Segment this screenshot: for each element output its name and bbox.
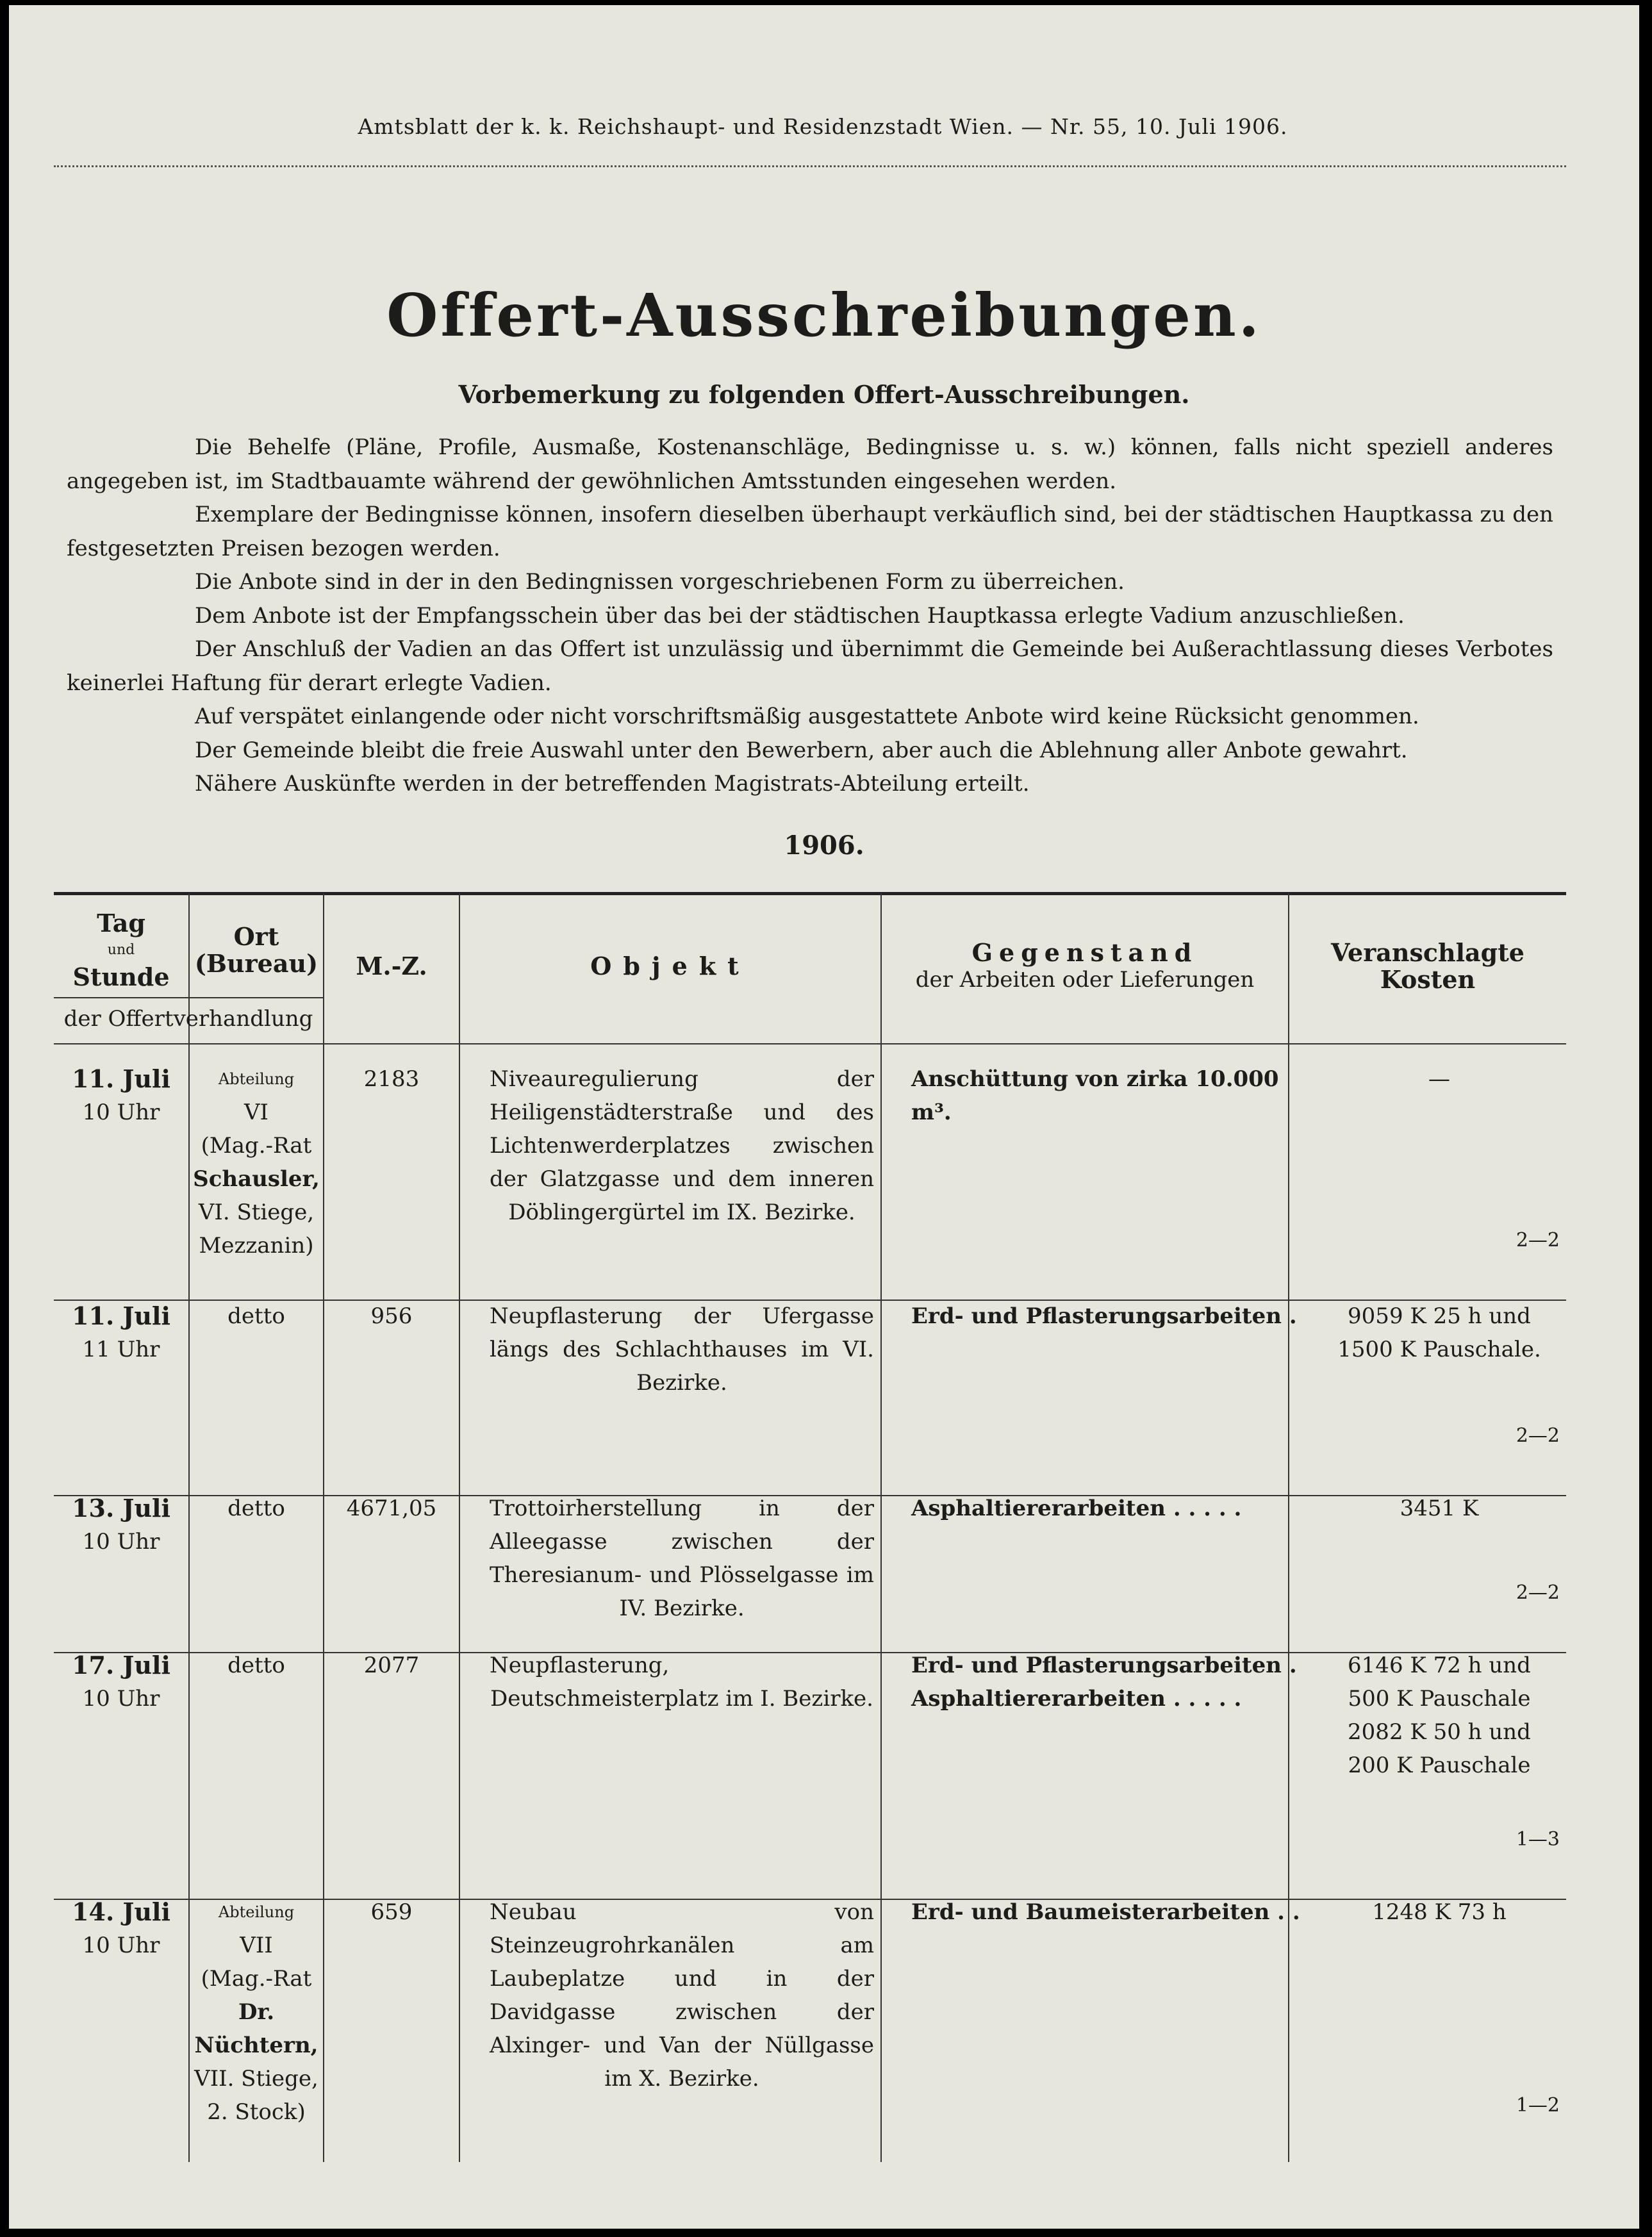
header-tag-stunde xyxy=(54,902,188,998)
page-title: Offert-Ausschreibungen. xyxy=(386,281,1262,350)
intro-paragraph: Der Anschluß der Vadien an das Offert ist unzulässig und übernimmt die Gemeinde bei Außerachtlassung dieses Verbotes keinerlei Haftung für derart erlegte Vadien. xyxy=(67,636,1553,696)
header-und: und xyxy=(107,942,135,958)
cell-subject-line: Erd- und Pflasterungsarbeiten . xyxy=(911,1653,1297,1678)
cell-date-time xyxy=(54,1649,188,1715)
cell-date-time xyxy=(54,1062,188,1129)
table-row xyxy=(54,1649,1566,1892)
table-row xyxy=(54,1492,1566,1646)
cell-cost xyxy=(1312,1062,1566,1096)
cell-day: 14. Juli xyxy=(72,1897,170,1926)
cell-object: Neupflasterung der Ufergasse längs des Schlachthauses im VI. Bezirke. xyxy=(490,1303,874,1396)
cell-location xyxy=(190,1492,323,1525)
header-ort xyxy=(190,902,323,998)
cell-object: Niveauregulierung der Heiligenstädterstraße und des Lichtenwerderplatzes zwischen der Glatzgasse und dem inneren Döblingergürtel im IX. Bezirke. xyxy=(490,1066,874,1225)
cell-day: 17. Juli xyxy=(72,1651,170,1680)
row-separator xyxy=(54,1899,1566,1900)
header-stunde: Stunde xyxy=(72,962,170,991)
header-objekt-label: Objekt xyxy=(590,952,750,980)
cell-reference: 2—2 xyxy=(1516,1581,1560,1604)
cell-hour: 10 Uhr xyxy=(82,1100,160,1125)
cell-cost-line: 500 K Pauschale xyxy=(1348,1686,1531,1712)
header-kosten-2: Kosten xyxy=(1380,965,1476,994)
cell-subject xyxy=(911,1062,1309,1129)
intro-paragraph: Nähere Auskünfte werden in der betreffenden Magistrats-Abteilung erteilt. xyxy=(195,771,1030,797)
intro-paragraph: Die Anbote sind in der in den Bedingnissen vorgeschriebenen Form zu überreichen. xyxy=(195,569,1125,595)
cell-location xyxy=(190,1895,323,2129)
year-heading: 1906. xyxy=(784,830,864,861)
table-row xyxy=(54,1895,1566,2158)
cell-mz: 2183 xyxy=(363,1066,420,1092)
cell-mz: 4671,05 xyxy=(346,1496,437,1521)
tender-table xyxy=(54,883,1566,2165)
cell-mz: 956 xyxy=(370,1303,413,1329)
header-objekt xyxy=(460,902,880,1030)
cell-location xyxy=(190,1300,323,1333)
cell-location-line: (Mag.-Rat xyxy=(201,1966,312,1992)
intro-text xyxy=(67,431,1553,801)
header-rule xyxy=(54,165,1566,167)
cell-location-line: detto xyxy=(227,1303,285,1329)
running-header: Amtsblatt der k. k. Reichshaupt- und Residenzstadt Wien. — Nr. 55, 10. Juli 1906. xyxy=(358,114,1288,139)
cell-location-line: detto xyxy=(227,1496,285,1521)
cell-subject-line: Asphaltiererarbeiten . . . . . xyxy=(911,1686,1242,1712)
header-offertverhandlung: der Offertverhandlung xyxy=(63,1006,313,1032)
cell-reference: 1—3 xyxy=(1516,1828,1560,1851)
intro-paragraph: Die Behelfe (Pläne, Profile, Ausmaße, Kostenanschläge, Bedingnisse u. s. w.) können, falls nicht speziell anderes angegeben ist, im Stadtbauamte während der gewöhnlichen Amtsstunden eingesehen werden. xyxy=(67,434,1553,494)
cell-date-time xyxy=(54,1492,188,1558)
cell-reference: 1—2 xyxy=(1516,2094,1560,2117)
cell-day: 11. Juli xyxy=(72,1064,170,1093)
header-bureau-label: (Bureau) xyxy=(194,949,318,978)
cell-hour: 10 Uhr xyxy=(82,1933,160,1958)
cell-hour: 10 Uhr xyxy=(82,1686,160,1712)
header-mz-label: M.-Z. xyxy=(356,952,427,980)
header-gegenstand xyxy=(882,902,1288,1030)
cell-location-line: Mezzanin) xyxy=(199,1233,314,1259)
table-row xyxy=(54,1300,1566,1489)
cell-location-line: VI xyxy=(244,1100,268,1125)
cell-hour: 10 Uhr xyxy=(82,1529,160,1555)
cell-mz: 2077 xyxy=(363,1653,420,1678)
cell-location-line: VII. Stiege, xyxy=(194,2066,318,2092)
cell-subject-line: Anschüttung von zirka 10.000 m³. xyxy=(911,1066,1279,1125)
row-separator xyxy=(54,1300,1566,1301)
cell-reference: 2—2 xyxy=(1516,1229,1560,1251)
table-top-rule xyxy=(54,892,1566,895)
cell-location xyxy=(190,1649,323,1682)
document-page xyxy=(9,5,1639,2229)
cell-subject-line: Erd- und Baumeisterarbeiten . . xyxy=(911,1899,1300,1925)
cell-day: 11. Juli xyxy=(72,1301,170,1330)
cell-location-line: Schausler, xyxy=(193,1166,320,1192)
cell-subject xyxy=(911,1649,1309,1715)
row-separator xyxy=(54,1495,1566,1496)
header-kosten-1: Veranschlagte xyxy=(1331,938,1524,967)
cell-location xyxy=(190,1062,323,1262)
intro-paragraph: Exemplare der Bedingnisse können, insofern dieselben überhaupt verkäuflich sind, bei der städtischen Hauptkassa zu den festgesetzten Preisen bezogen werden. xyxy=(67,502,1553,561)
header-kosten xyxy=(1289,902,1566,1030)
header-gegenstand-sub: der Arbeiten oder Lieferungen xyxy=(915,967,1255,993)
header-gegenstand-label: Gegenstand xyxy=(971,938,1198,967)
cell-object: Trottoirherstellung in der Alleegasse zwischen der Theresianum- und Plösselgasse im IV. Bezirke. xyxy=(490,1496,874,1621)
cell-location-line: (Mag.-Rat xyxy=(201,1133,312,1159)
header-bottom-rule xyxy=(54,1043,1566,1044)
cell-location-line: VI. Stiege, xyxy=(198,1200,315,1225)
cell-cost xyxy=(1312,1492,1566,1525)
header-mz xyxy=(324,902,459,1030)
cell-object: Neubau von Steinzeugrohrkanälen am Laubeplatze und in der Davidgasse zwischen der Alxinger- und Van der Nüllgasse im X. Bezirke. xyxy=(490,1899,874,2092)
cell-subject xyxy=(911,1492,1309,1525)
cell-reference: 2—2 xyxy=(1516,1424,1560,1447)
cell-location-line: Abteilung xyxy=(218,1903,295,1921)
cell-day: 13. Juli xyxy=(72,1494,170,1523)
cell-cost-line: — xyxy=(1428,1066,1450,1092)
cell-location-line: Nüchtern, xyxy=(194,2033,318,2058)
cell-location-line: VII xyxy=(240,1933,273,1958)
cell-cost-line: 200 K Pauschale xyxy=(1348,1753,1531,1778)
intro-paragraph: Dem Anbote ist der Empfangsschein über das bei der städtischen Hauptkassa erlegte Vadium anzuschließen. xyxy=(195,602,1405,629)
cell-cost-line: 1500 K Pauschale. xyxy=(1337,1337,1541,1362)
header-ort-label: Ort xyxy=(233,922,279,951)
intro-paragraph: Der Gemeinde bleibt die freie Auswahl unter den Bewerbern, aber auch die Ablehnung aller Anbote gewahrt. xyxy=(195,737,1408,763)
row-separator xyxy=(54,1652,1566,1653)
cell-subject-line: Erd- und Pflasterungsarbeiten . xyxy=(911,1303,1297,1329)
cell-mz: 659 xyxy=(370,1899,413,1925)
cell-cost xyxy=(1312,1300,1566,1366)
cell-cost-line: 6146 K 72 h und xyxy=(1348,1653,1531,1678)
cell-cost xyxy=(1312,1649,1566,1782)
cell-location-line: 2. Stock) xyxy=(207,2099,306,2125)
cell-date-time xyxy=(54,1300,188,1366)
header-tag: Tag xyxy=(97,909,145,937)
cell-date-time xyxy=(54,1895,188,1962)
table-row xyxy=(54,1062,1566,1293)
cell-hour: 11 Uhr xyxy=(82,1337,160,1362)
cell-cost xyxy=(1312,1895,1566,1929)
cell-cost-line: 9059 K 25 h und xyxy=(1348,1303,1531,1329)
cell-location-line: Abteilung xyxy=(218,1070,295,1088)
cell-object: Neupflasterung, Deutschmeisterplatz im I. Bezirke. xyxy=(490,1653,873,1712)
cell-cost-line: 3451 K xyxy=(1400,1496,1479,1521)
page-subtitle: Vorbemerkung zu folgenden Offert-Ausschreibungen. xyxy=(458,380,1190,409)
cell-cost-line: 1248 K 73 h xyxy=(1372,1899,1507,1925)
cell-subject xyxy=(911,1895,1309,1929)
cell-location-line: Dr. xyxy=(238,1999,275,2025)
intro-paragraph: Auf verspätet einlangende oder nicht vorschriftsmäßig ausgestattete Anbote wird keine Rücksicht genommen. xyxy=(195,704,1419,729)
cell-subject-line: Asphaltiererarbeiten . . . . . xyxy=(911,1496,1242,1521)
cell-subject xyxy=(911,1300,1309,1333)
cell-location-line: detto xyxy=(227,1653,285,1678)
cell-cost-line: 2082 K 50 h und xyxy=(1348,1719,1531,1745)
